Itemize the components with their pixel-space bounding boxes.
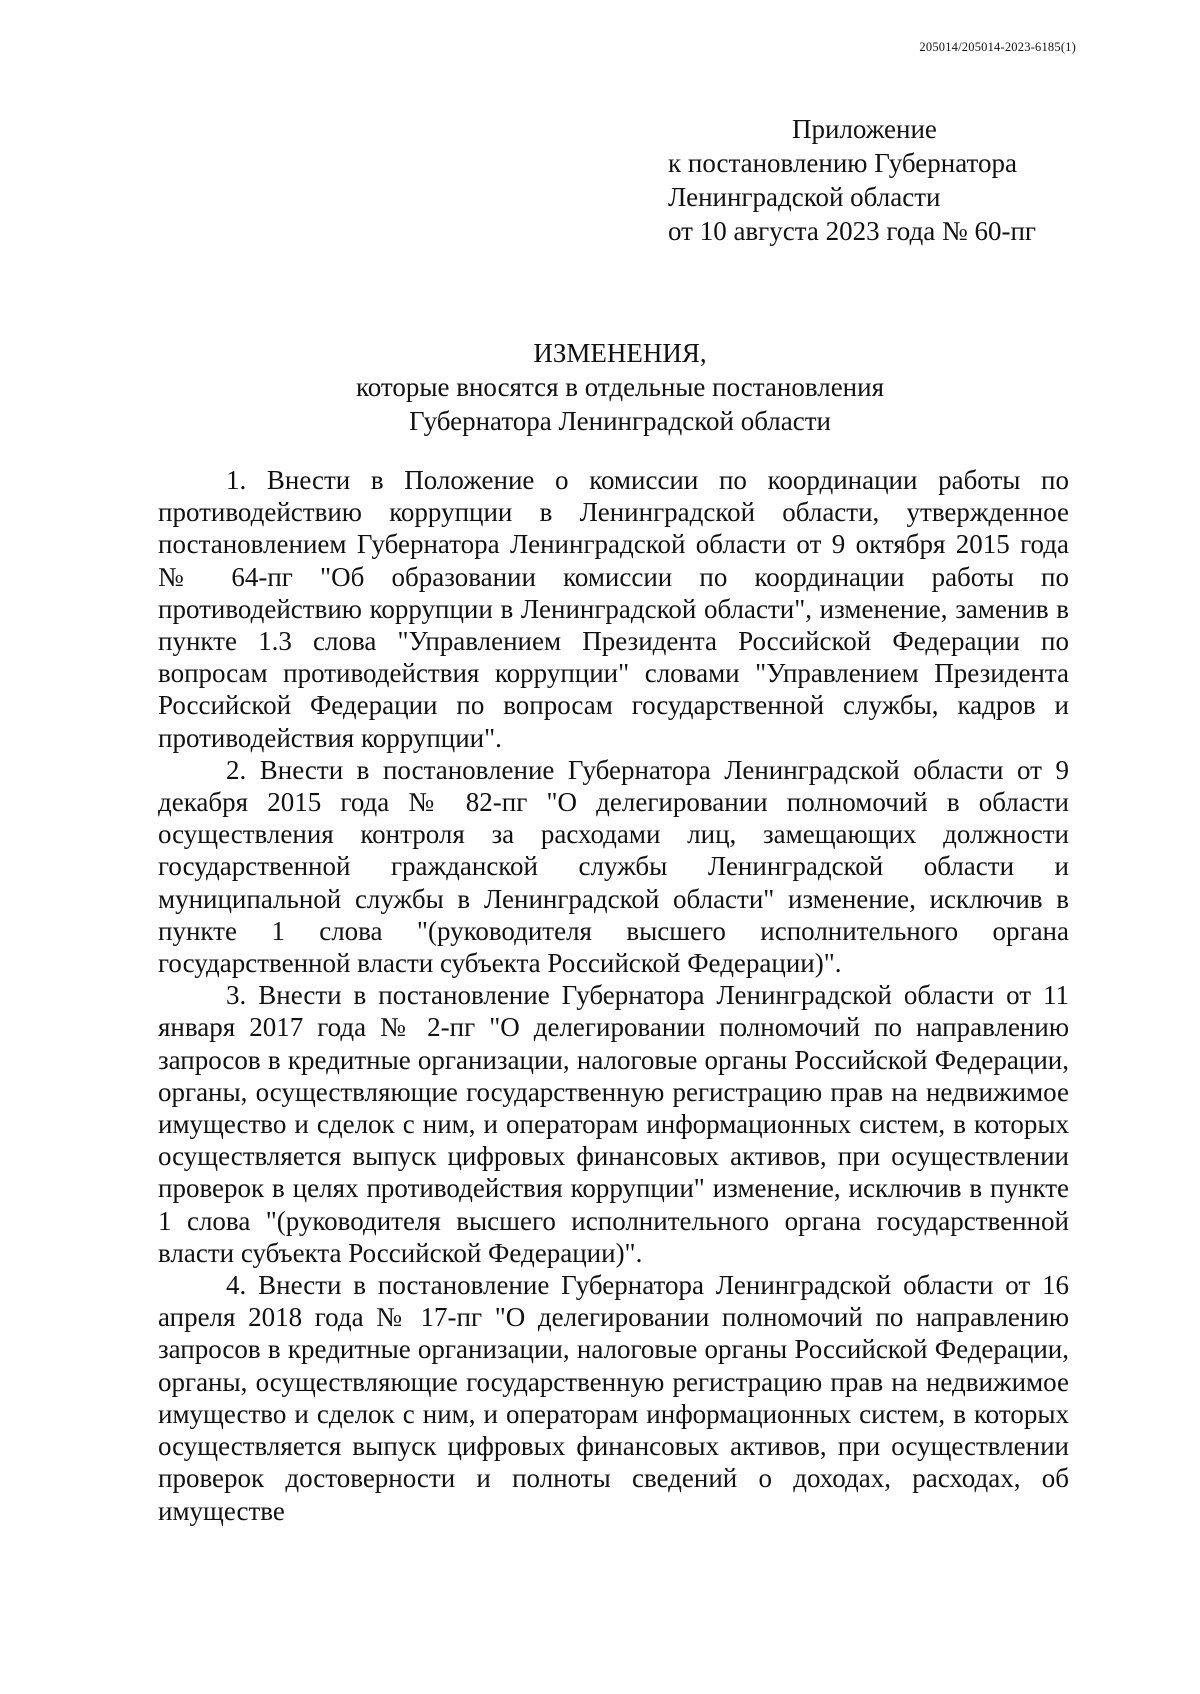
paragraph-2: 2. Внести в постановление Губернатора Ленинградской области от 9 декабря 2015 года № 82-пг "О делегировании полномочий в области осуществления контроля за расходами лиц, замещающих должности государственной гражданской службы Ленинградской области и муниципальной службы в Ленинградской области" изменение, исключив в пункте 1 слова "(руководителя высшего исполнительного органа государственной власти субъекта Российской Федерации)". — [158, 754, 1069, 979]
appendix-line-3: Ленинградской области — [668, 182, 941, 212]
appendix-block — [668, 112, 1036, 248]
document-id: 205014/205014-2023-6185(1) — [919, 40, 1076, 54]
appendix-title: Приложение — [792, 114, 937, 144]
heading-subtitle-2: Губернатора Ленинградской области — [409, 406, 831, 436]
document-heading — [0, 336, 1200, 438]
heading-subtitle-1: которые вносятся в отдельные постановления — [355, 372, 885, 402]
appendix-line-4: от 10 августа 2023 года № 60-пг — [668, 216, 1036, 246]
document-body — [158, 464, 1069, 1527]
paragraph-1: 1. Внести в Положение о комиссии по координации работы по противодействию коррупции в Ленинградской области, утвержденное постановлением Губернатора Ленинградской области от 9 октября 2015 года № 64-пг "Об образовании комиссии по координации работы по противодействию коррупции в Ленинградской области", изменение, заменив в пункте 1.3 слова "Управлением Президента Российской Федерации по вопросам противодействия коррупции" словами "Управлением Президента Российской Федерации по вопросам государственной службы, кадров и противодействия коррупции". — [158, 465, 1069, 753]
appendix-line-2: к постановлению Губернатора — [668, 148, 1017, 178]
paragraph-4: 4. Внести в постановление Губернатора Ленинградской области от 16 апреля 2018 года № 17-пг "О делегировании полномочий по направлению запросов в кредитные организации, налоговые органы Российской Федерации, органы, осуществляющие государственную регистрацию прав на недвижимое имущество и сделок с ним, и операторам информационных систем, в которых осуществляется выпуск цифровых финансовых активов, при осуществлении проверок достоверности и полноты сведений о доходах, расходах, об имуществе — [158, 1270, 1069, 1526]
heading-title: ИЗМЕНЕНИЯ, — [533, 338, 707, 368]
paragraph-3: 3. Внести в постановление Губернатора Ленинградской области от 11 января 2017 года № 2-пг "О делегировании полномочий по направлению запросов в кредитные организации, налоговые органы Российской Федерации, органы, осуществляющие государственную регистрацию прав на недвижимое имущество и сделок с ним, и операторам информационных систем, в которых осуществляется выпуск цифровых финансовых активов, при осуществлении проверок в целях противодействия коррупции" изменение, исключив в пункте 1 слова "(руководителя высшего исполнительного органа государственной власти субъекта Российской Федерации)". — [158, 980, 1069, 1268]
